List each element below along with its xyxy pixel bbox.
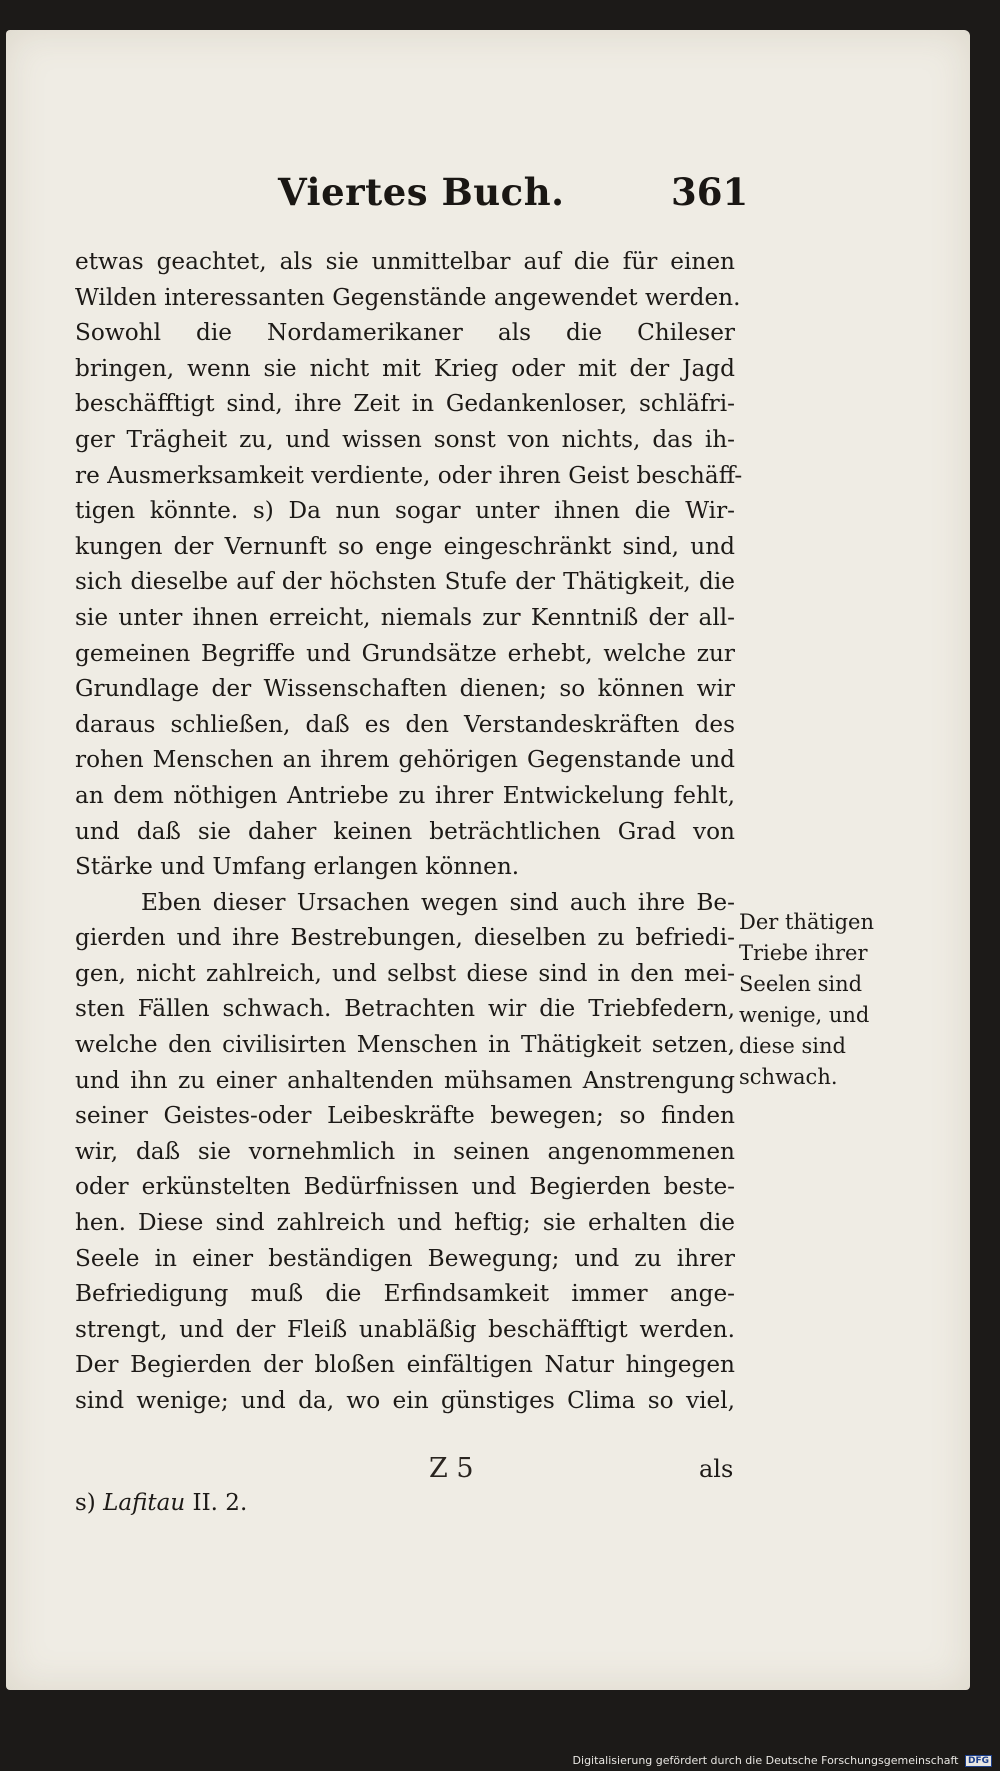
book-page xyxy=(6,30,970,1690)
text-line: Befriedigung muß die Erfindsamkeit immer ange- xyxy=(75,1280,735,1308)
text-line: beschäfftigt sind, ihre Zeit in Gedankenloser, schläfri- xyxy=(75,390,735,418)
text-line: Sowohl die Nordamerikaner als die Chileser xyxy=(75,319,735,347)
text-line: sind wenige; und da, wo ein günstiges Clima so viel, xyxy=(75,1387,735,1414)
text-line: gierden und ihre Bestrebungen, dieselben zu befriedi- xyxy=(75,924,735,952)
text-line: strengt, und der Fleiß unabläßig beschäfftigt werden. xyxy=(75,1315,735,1343)
margin-line: diese sind xyxy=(739,1034,846,1058)
text-line: bringen, wenn sie nicht mit Krieg oder mit der Jagd xyxy=(75,354,735,382)
text-line: und ihn zu einer anhaltenden mühsamen Anstrengung xyxy=(75,1066,735,1094)
footnote-marker: s) xyxy=(75,1490,96,1516)
text-line: ger Trägheit zu, und wissen sonst von nichts, das ih- xyxy=(75,425,735,453)
text-line: wir, daß sie vornehmlich in seinen angenommenen xyxy=(75,1137,735,1165)
text-line: und daß sie daher keinen beträchtlichen Grad von xyxy=(75,817,735,845)
margin-line: Seelen sind xyxy=(739,972,863,996)
text-line: kungen der Vernunft so enge eingeschränkt sind, und xyxy=(75,532,735,560)
text-line: daraus schließen, daß es den Verstandeskräften des xyxy=(75,710,735,738)
text-line: gemeinen Begriffe und Grundsätze erhebt, welche zur xyxy=(75,639,735,667)
text-line: Wilden interessanten Gegenstände angewendet werden. xyxy=(75,283,741,311)
margin-line: wenige, und xyxy=(739,1003,870,1027)
text-line: Eben dieser Ursachen wegen sind auch ihre Be- xyxy=(141,888,735,916)
text-line: sten Fällen schwach. Betrachten wir die Triebfedern, xyxy=(75,995,735,1023)
text-line: seiner Geistes-oder Leibeskräfte bewegen; so finden xyxy=(75,1102,735,1130)
main-text xyxy=(75,244,743,1419)
text-line: Stärke und Umfang erlangen können. xyxy=(75,853,520,881)
text-line: tigen könnte. s) Da nun sogar unter ihnen die Wir- xyxy=(75,497,735,525)
text-line: Seele in einer beständigen Bewegung; und zu ihrer xyxy=(75,1244,735,1272)
text-line: Grundlage der Wissenschaften dienen; so können wir xyxy=(75,675,735,703)
page-header xyxy=(6,170,970,230)
catchword: als xyxy=(699,1455,734,1483)
text-line: hen. Diese sind zahlreich und heftig; sie erhalten die xyxy=(75,1209,735,1237)
footnote xyxy=(75,1490,247,1516)
text-line: an dem nöthigen Antriebe zu ihrer Entwickelung fehlt, xyxy=(75,781,735,809)
margin-line: Der thätigen xyxy=(739,910,875,934)
running-head: Viertes Buch. xyxy=(278,170,565,214)
digitization-credit xyxy=(573,1754,992,1767)
dfg-logo-icon: DFG xyxy=(965,1755,992,1767)
footnote-ref: II. 2. xyxy=(192,1490,248,1516)
text-line: gen, nicht zahlreich, und selbst diese sind in den mei- xyxy=(75,959,735,987)
text-line: oder erkünstelten Bedürfnissen und Begierden beste- xyxy=(75,1173,735,1201)
signature-mark: Z 5 xyxy=(429,1453,474,1484)
text-line: etwas geachtet, als sie unmittelbar auf die für einen xyxy=(75,248,735,275)
text-line: sich dieselbe auf der höchsten Stufe der Thätigkeit, die xyxy=(75,568,735,596)
text-line: rohen Menschen an ihrem gehörigen Gegenstande und xyxy=(75,746,735,774)
digitization-text: Digitalisierung gefördert durch die Deutsche Forschungsgemeinschaft xyxy=(572,1754,959,1767)
text-line: welche den civilisirten Menschen in Thätigkeit setzen, xyxy=(75,1031,735,1059)
marginal-note xyxy=(739,907,899,1093)
footnote-source: Lafitau xyxy=(103,1490,186,1516)
margin-line: Triebe ihrer xyxy=(739,941,868,965)
margin-line: schwach. xyxy=(739,1065,838,1089)
page-number: 361 xyxy=(671,170,749,214)
text-line: sie unter ihnen erreicht, niemals zur Kenntniß der all- xyxy=(75,603,735,631)
text-line: Der Begierden der bloßen einfältigen Natur hingegen xyxy=(75,1351,735,1379)
text-line: re Ausmerksamkeit verdiente, oder ihren Geist beschäff- xyxy=(75,461,743,489)
